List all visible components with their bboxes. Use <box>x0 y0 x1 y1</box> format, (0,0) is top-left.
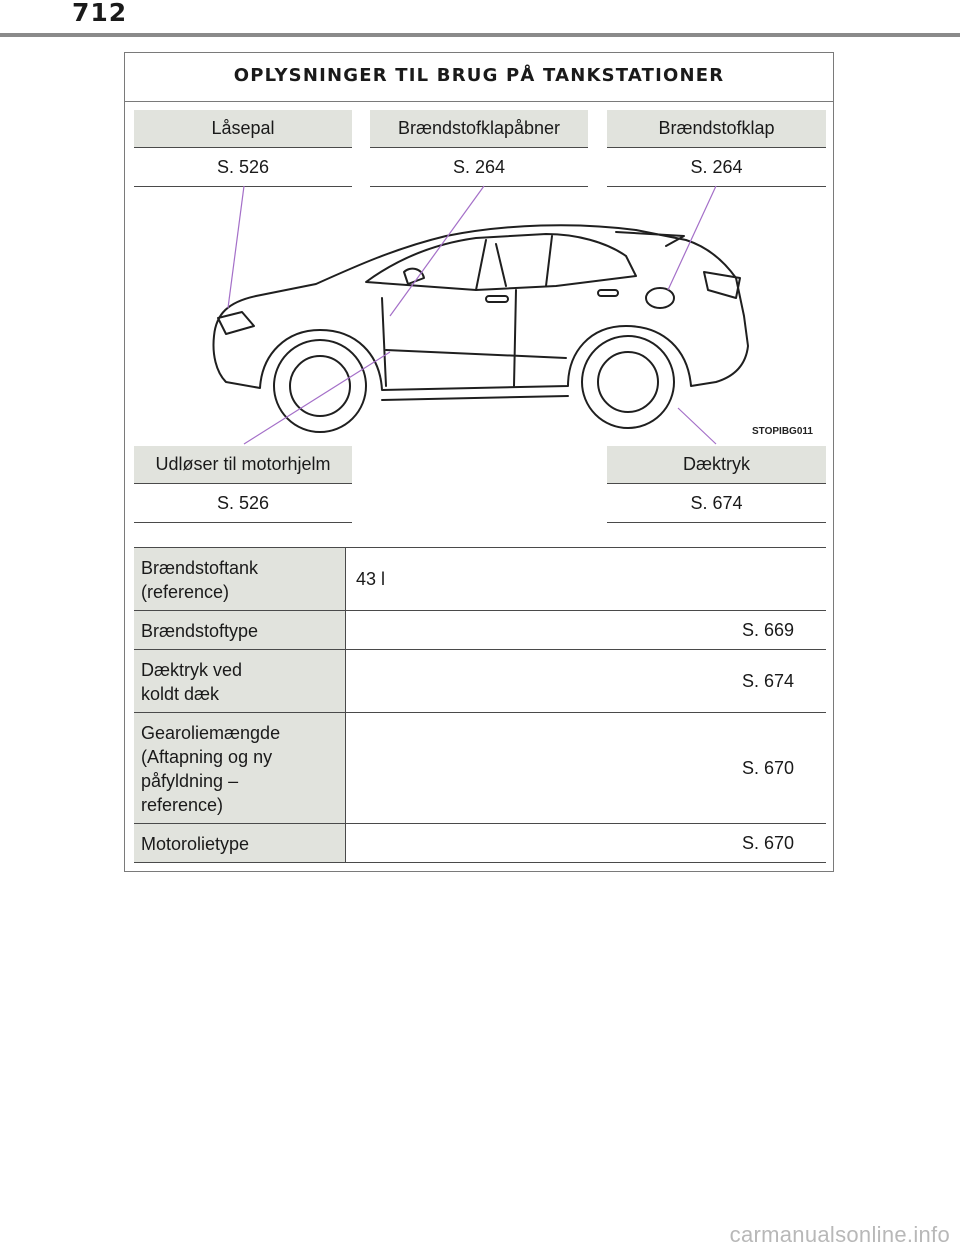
callout-hood-release-ref[interactable]: S. 526 <box>134 485 352 523</box>
callout-fuel-door-label: Brændstofklap <box>607 110 826 148</box>
callout-fuel-door-opener-ref[interactable]: S. 264 <box>370 149 588 187</box>
spec-value[interactable]: S. 670 <box>741 758 794 778</box>
callout-fuel-lock-label: Låsepal <box>134 110 352 148</box>
spec-row-gear-oil <box>134 713 826 824</box>
callout-hood-release-label: Udløser til motorhjelm <box>134 446 352 484</box>
spec-table <box>134 547 826 863</box>
spec-value[interactable]: S. 670 <box>741 833 794 853</box>
spec-label: Gearoliemængde (Aftapning og ny påfyldning – reference) <box>134 713 346 823</box>
spec-row-cold-tire-pressure <box>134 650 826 713</box>
spec-row-engine-oil <box>134 824 826 863</box>
box-title: OPLYSNINGER TIL BRUG PÅ TANKSTATIONER <box>125 53 833 102</box>
spec-row-fuel-tank <box>134 548 826 611</box>
spec-row-fuel-type <box>134 611 826 650</box>
callout-fuel-lock-ref[interactable]: S. 526 <box>134 149 352 187</box>
spec-label: Motorolietype <box>134 824 346 862</box>
spec-value: 43 l <box>356 569 386 589</box>
callout-fuel-door-opener-label: Brændstofklapåbner <box>370 110 588 148</box>
header-rule <box>0 33 960 37</box>
page-number: 712 <box>72 0 128 27</box>
car-side-view <box>196 186 814 444</box>
spec-value[interactable]: S. 674 <box>741 671 794 691</box>
figure-code: STOPIBG011 <box>752 426 813 437</box>
callout-tire-pressure-ref[interactable]: S. 674 <box>607 485 826 523</box>
spec-label: Brændstoftype <box>134 611 346 649</box>
callout-fuel-door-ref[interactable]: S. 264 <box>607 149 826 187</box>
car-illustration <box>196 186 814 444</box>
spec-label: Dæktryk ved koldt dæk <box>134 650 346 712</box>
spec-label: Brændstoftank (reference) <box>134 548 346 610</box>
spec-value[interactable]: S. 669 <box>741 620 794 640</box>
watermark: carmanualsonline.info <box>729 1222 950 1247</box>
callout-tire-pressure-label: Dæktryk <box>607 446 826 484</box>
